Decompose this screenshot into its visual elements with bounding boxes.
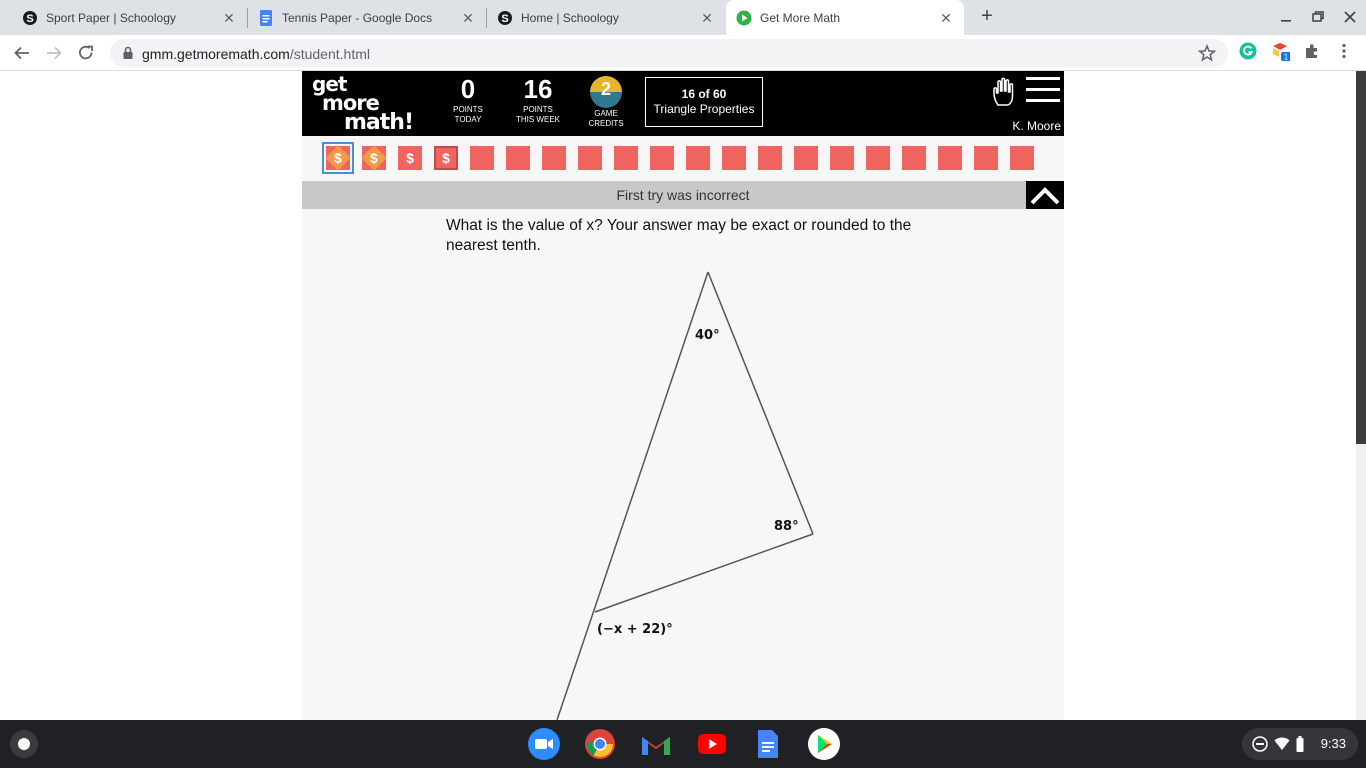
- chrome-icon[interactable]: [584, 728, 616, 760]
- tab-get-more-math[interactable]: [726, 0, 964, 35]
- chromeos-shelf: [0, 720, 1366, 768]
- page-content: [0, 71, 1356, 720]
- play-store-icon[interactable]: [808, 728, 840, 760]
- address-bar[interactable]: [110, 39, 1228, 67]
- system-tray[interactable]: [1242, 728, 1358, 760]
- reload-icon[interactable]: [74, 41, 98, 65]
- tab-tennis-paper[interactable]: [248, 0, 486, 35]
- problem-square[interactable]: $: [326, 146, 350, 170]
- wifi-icon: [1274, 737, 1290, 754]
- game-credits-badge[interactable]: 2: [590, 76, 622, 108]
- restore-icon[interactable]: [1309, 8, 1327, 26]
- forward-icon[interactable]: [42, 41, 66, 65]
- problem-square[interactable]: $: [398, 146, 422, 170]
- triangle-base-side: [595, 534, 813, 612]
- tab-home-schoology[interactable]: [487, 0, 725, 35]
- tab-title: Home | Schoology: [521, 10, 619, 25]
- tab-sport-paper[interactable]: [0, 0, 247, 35]
- minimize-icon[interactable]: [1277, 8, 1295, 26]
- grammarly-icon[interactable]: [1238, 41, 1258, 61]
- extension-badge-icon[interactable]: [1270, 41, 1290, 61]
- google-docs-icon[interactable]: [752, 728, 784, 760]
- svg-text:1: 1: [1283, 52, 1289, 62]
- get-more-math-app: [302, 71, 1064, 720]
- lock-icon[interactable]: [122, 46, 134, 65]
- svg-text:S: S: [501, 12, 509, 25]
- problem-square[interactable]: $: [362, 146, 386, 170]
- battery-icon: [1296, 736, 1304, 755]
- problem-square[interactable]: $: [434, 146, 458, 170]
- svg-text:S: S: [26, 12, 34, 25]
- game-credits-label: GAME CREDITS: [588, 109, 624, 128]
- do-not-disturb-icon: [1252, 736, 1268, 755]
- tab-title: Get More Math: [760, 10, 841, 25]
- tab-title: Sport Paper | Schoology: [46, 10, 176, 25]
- bookmark-star-icon[interactable]: [1198, 44, 1216, 67]
- points-today: 0 POINTS TODAY: [453, 74, 483, 124]
- google-docs-icon: [258, 10, 274, 26]
- triangle-right-side: [708, 272, 813, 534]
- close-tab-icon[interactable]: ✕: [940, 9, 952, 26]
- tab-title: Tennis Paper - Google Docs: [282, 10, 433, 25]
- angle-label-top: 40°: [695, 328, 720, 343]
- user-name: K. Moore: [1012, 119, 1061, 133]
- clock: 9:33: [1320, 736, 1346, 751]
- close-window-icon[interactable]: [1341, 8, 1359, 26]
- getmoremath-icon: [736, 10, 752, 26]
- back-icon[interactable]: [10, 41, 34, 65]
- feedback-banner: First try was incorrect: [302, 181, 1064, 209]
- topic-title: Triangle Properties: [653, 102, 755, 116]
- question-text: What is the value of x? Your answer may be exact or rounded to the nearest tenth.: [446, 217, 912, 254]
- scrollbar-thumb[interactable]: [1356, 71, 1366, 444]
- tab-strip: [0, 0, 1366, 35]
- schoology-icon: [22, 10, 38, 26]
- url-text: gmm.getmoremath.com/student.html: [142, 46, 370, 62]
- close-tab-icon[interactable]: ✕: [462, 9, 474, 26]
- progress-count: 16 of 60: [681, 87, 727, 101]
- angle-label-right: 88°: [774, 519, 799, 534]
- triangle-diagram: [302, 71, 1064, 720]
- browser-toolbar: [0, 35, 1366, 71]
- extensions-puzzle-icon[interactable]: [1302, 41, 1322, 61]
- close-tab-icon[interactable]: ✕: [223, 9, 235, 26]
- launcher-icon[interactable]: [10, 730, 38, 758]
- youtube-icon[interactable]: [696, 728, 728, 760]
- more-options-icon[interactable]: [1334, 41, 1354, 61]
- triangle-left-side-extended: [557, 272, 708, 720]
- new-tab-icon[interactable]: +: [981, 5, 993, 27]
- schoology-icon: [497, 10, 513, 26]
- points-this-week: 16 POINTS THIS WEEK: [515, 74, 560, 124]
- get-more-math-logo: get more math!: [312, 72, 413, 135]
- angle-label-exterior: (−x + 22)°: [597, 622, 673, 637]
- gmail-icon[interactable]: [640, 728, 672, 760]
- close-tab-icon[interactable]: ✕: [701, 9, 713, 26]
- zoom-icon[interactable]: [528, 728, 560, 760]
